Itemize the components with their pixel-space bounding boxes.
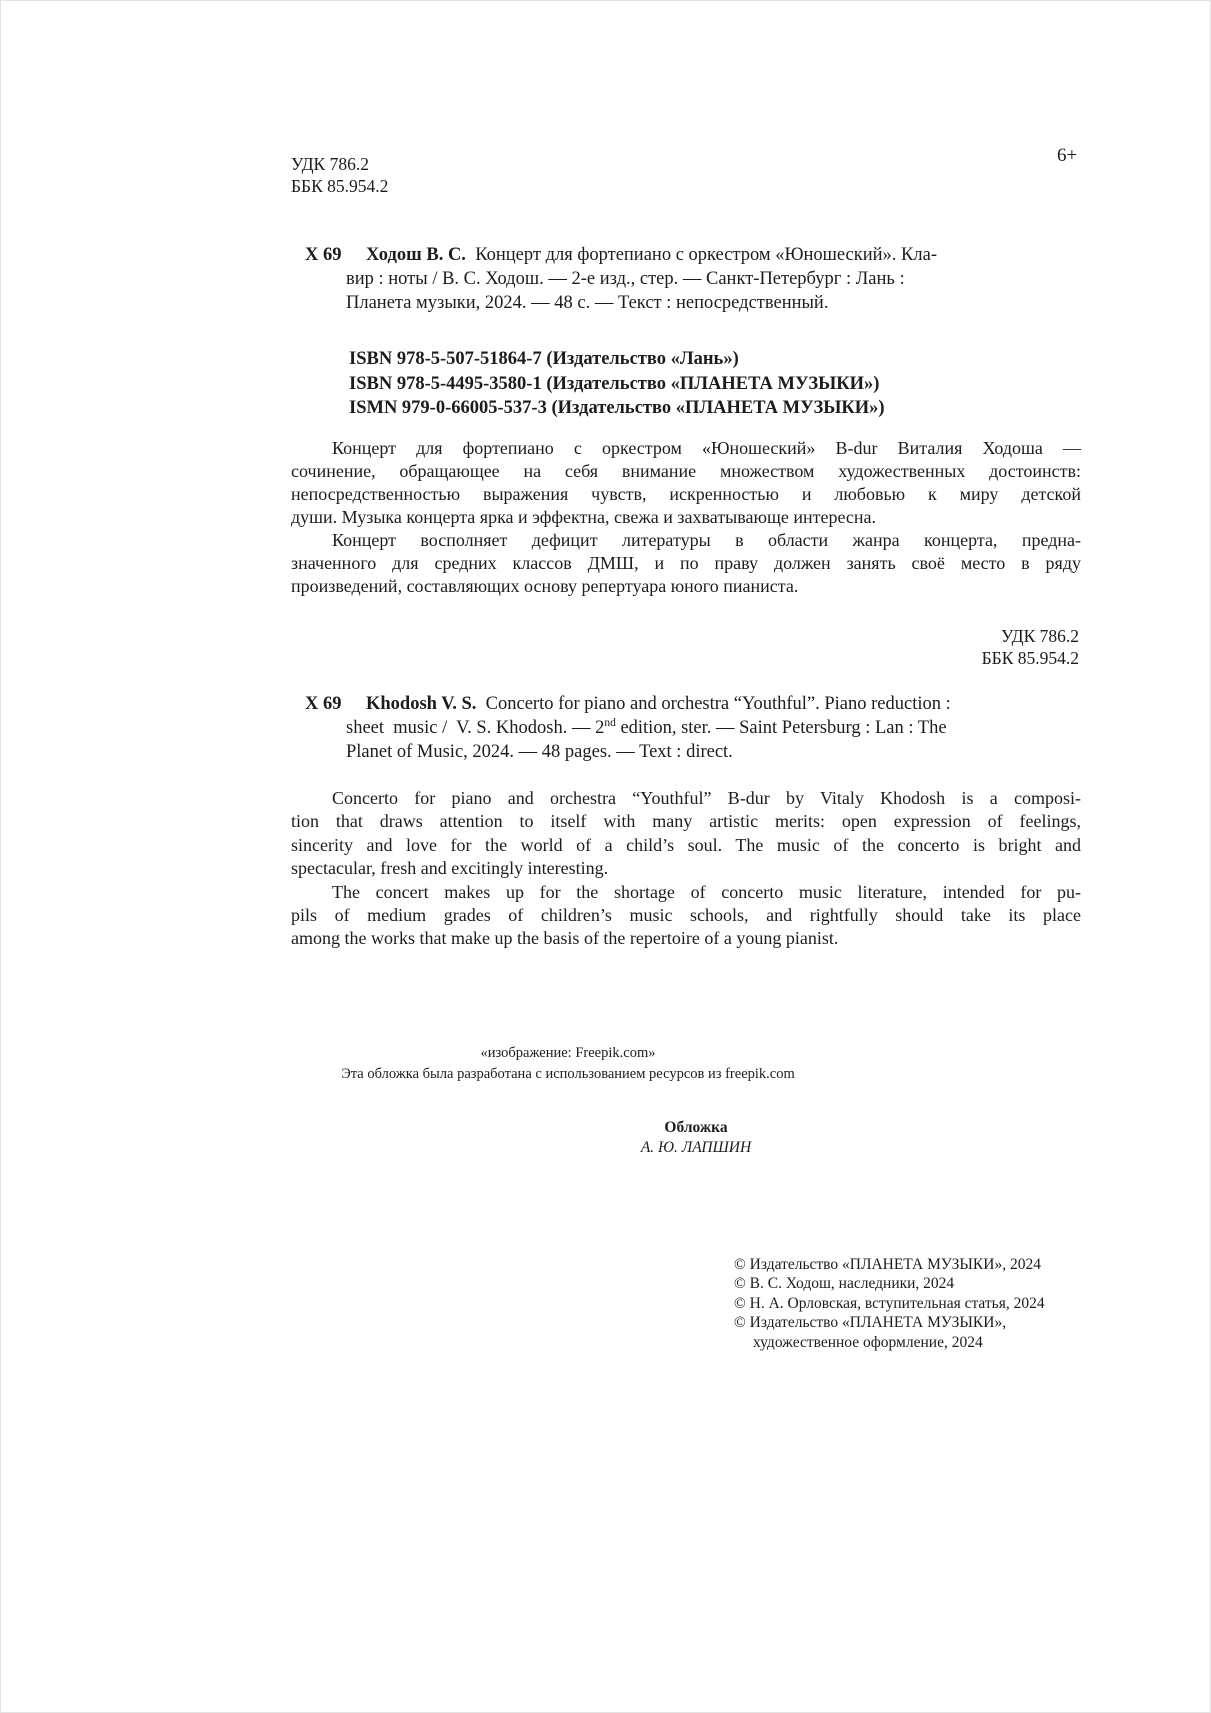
cover-credit-label: Обложка bbox=[664, 1119, 728, 1136]
authority-code: X 69 bbox=[305, 694, 342, 714]
cover-designer-name: А. Ю. ЛАПШИН bbox=[640, 1138, 752, 1156]
classification-codes-mid bbox=[982, 625, 1079, 669]
paragraph bbox=[291, 529, 1081, 598]
english-bibliographic-entry bbox=[305, 692, 951, 764]
credit-line: «изображение: Freepik.com» bbox=[480, 1045, 656, 1061]
copyright-block bbox=[734, 1255, 1045, 1352]
cover-designer-credit bbox=[296, 1118, 1096, 1157]
entry-line: вир : ноты / В. С. Ходош. — 2-е изд., стер. — Санкт-Петербург : Лань : bbox=[346, 269, 905, 289]
paragraph-line: Концерт для фортепиано с оркестром «Юношеский» B-dur Виталия Ходоша — bbox=[332, 438, 1081, 458]
udk-code: УДК 786.2 bbox=[1001, 626, 1079, 646]
paragraph-line: произведений, составляющих основу репертуара юного пианиста. bbox=[291, 576, 799, 596]
paragraph-line: значенного для средних классов ДМШ, и по праву должен занять своё место в ряду bbox=[291, 553, 1081, 573]
age-rating-badge: 6+ bbox=[1057, 145, 1078, 166]
authority-code: Х 69 bbox=[305, 245, 342, 265]
ordinal-superscript: nd bbox=[604, 716, 616, 729]
paragraph-line: непосредственностью выражения чувств, искренностью и любовью к миру детской bbox=[291, 484, 1081, 504]
paragraph bbox=[291, 787, 1081, 881]
bbk-code: ББК 85.954.2 bbox=[981, 648, 1079, 668]
paragraph-line: The concert makes up for the shortage of concerto music literature, intended for pu- bbox=[332, 881, 1081, 902]
entry-line: Планета музыки, 2024. — 48 с. — Текст : непосредственный. bbox=[346, 293, 829, 313]
udk-code: УДК 786.2 bbox=[291, 154, 369, 174]
copyright-line: © Издательство «ПЛАНЕТА МУЗЫКИ», 2024 bbox=[734, 1256, 1041, 1273]
isbn-line: ISBN 978-5-4495-3580-1 (Издательство «ПЛАНЕТА МУЗЫКИ») bbox=[349, 373, 880, 394]
author-name: Khodosh V. S. bbox=[366, 694, 477, 714]
paragraph-line: сочинение, обращающее на себя внимание множеством художественных достоинств: bbox=[291, 461, 1081, 481]
paragraph-line: among the works that make up the basis of the repertoire of a young pianist. bbox=[291, 928, 839, 949]
isbn-block bbox=[349, 347, 885, 421]
english-annotation bbox=[291, 787, 1081, 951]
paragraph-line: души. Музыка концерта ярка и эффектна, свежа и захватывающе интересна. bbox=[291, 507, 876, 527]
paragraph-line: tion that draws attention to itself with many artistic merits: open expression of feelings, bbox=[291, 811, 1081, 832]
paragraph-line: sincerity and love for the world of a child’s soul. The music of the concerto is bright and bbox=[291, 834, 1081, 855]
entry-line: Planet of Music, 2024. — 48 pages. — Text : direct. bbox=[346, 742, 733, 762]
bbk-code: ББК 85.954.2 bbox=[291, 176, 389, 196]
isbn-line: ISBN 978-5-507-51864-7 (Издательство «Лань») bbox=[349, 349, 739, 369]
entry-line bbox=[346, 243, 937, 267]
copyright-line: © Издательство «ПЛАНЕТА МУЗЫКИ», bbox=[734, 1314, 1007, 1332]
russian-annotation bbox=[291, 437, 1081, 598]
entry-text: sheet music / V. S. Khodosh. — 2 bbox=[346, 718, 605, 738]
paragraph bbox=[291, 437, 1081, 529]
entry-continuation bbox=[346, 267, 937, 315]
entry-line bbox=[346, 716, 951, 740]
image-source-credit bbox=[168, 1043, 968, 1084]
paragraph bbox=[291, 881, 1081, 951]
credit-line: Эта обложка была разработана с использованием ресурсов из freepik.com bbox=[341, 1065, 795, 1082]
copyright-line: © Н. А. Орловская, вступительная статья, 2024 bbox=[734, 1294, 1045, 1312]
isbn-line: ISMN 979-0-66005-537-3 (Издательство «ПЛАНЕТА МУЗЫКИ») bbox=[349, 398, 885, 418]
paragraph-line: Concerto for piano and orchestra “Youthful” B-dur by Vitaly Khodosh is a composi- bbox=[332, 788, 1081, 808]
copyright-line: © В. С. Ходош, наследники, 2024 bbox=[734, 1275, 955, 1293]
paragraph-line: pils of medium grades of children’s music schools, and rightfully should take its place bbox=[291, 905, 1081, 926]
entry-title: Концерт для фортепиано с оркестром «Юношеский». Кла- bbox=[465, 245, 938, 265]
russian-bibliographic-entry bbox=[305, 243, 938, 315]
paragraph-line: Концерт восполняет дефицит литературы в области жанра концерта, предна- bbox=[332, 530, 1081, 550]
entry-text: edition, ster. — Saint Petersburg : Lan : The bbox=[615, 718, 947, 738]
classification-codes-top bbox=[291, 153, 388, 197]
copyright-line: художественное оформление, 2024 bbox=[753, 1333, 983, 1351]
author-name: Ходош В. С. bbox=[366, 245, 466, 265]
entry-title: Concerto for piano and orchestra “Youthful”. Piano reduction : bbox=[476, 694, 951, 714]
entry-line bbox=[346, 692, 951, 716]
paragraph-line: spectacular, fresh and excitingly interesting. bbox=[291, 858, 609, 879]
